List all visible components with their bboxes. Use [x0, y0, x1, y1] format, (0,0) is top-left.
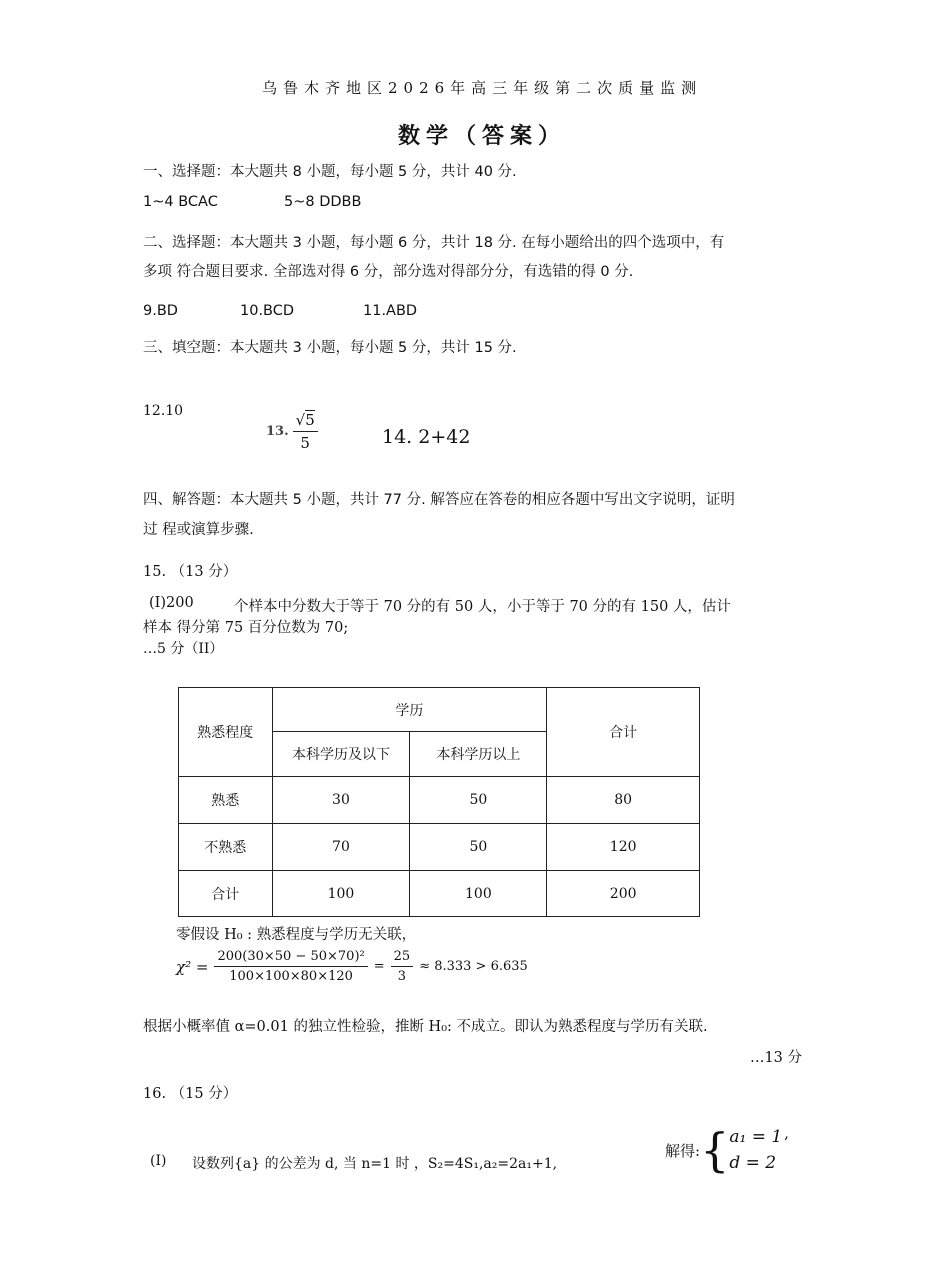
- system-brace: {: [700, 1123, 730, 1177]
- table-cell: 50: [410, 777, 547, 824]
- table-cell: 120: [547, 824, 700, 871]
- table-cell: 70: [272, 824, 410, 871]
- chi-square-label: χ² =: [176, 957, 209, 976]
- q15-conclusion: 根据小概率值 α=0.01 的独立性检验，推断 H₀: 不成立。即认为熟悉程度与学历有关联.: [143, 1019, 708, 1035]
- table-header-education: 学历: [272, 688, 547, 732]
- q16-comma: ,: [784, 1124, 789, 1142]
- q15-part1-text: 个样本中分数大于等于 70 分的有 50 人，小于等于 70 分的有 150 人，估计: [234, 599, 731, 615]
- exam-title: 乌鲁木齐地区2026年高三年级第二次质量监测: [262, 79, 703, 97]
- chi-square-denominator: 100×100×80×120: [229, 969, 353, 984]
- table-row: [179, 824, 700, 871]
- q16-title: 16. （15 分）: [143, 1086, 238, 1102]
- table-cell: 100: [410, 871, 547, 917]
- answer-13-denominator: 5: [300, 434, 310, 452]
- subject-title: 数学（答案）: [398, 124, 567, 149]
- table-row: [179, 871, 700, 917]
- table-row-label: 熟悉: [179, 777, 273, 824]
- table-header-total: 合计: [547, 688, 700, 777]
- null-hypothesis: 零假设 H₀ : 熟悉程度与学历无关联，: [176, 927, 417, 943]
- table-cell: 80: [547, 777, 700, 824]
- section2-heading-line1: 二、选择题：本大题共 3 小题，每小题 6 分，共计 18 分. 在每小题给出的四个选项中，有: [143, 235, 725, 251]
- q15-score-note: …5 分（II）: [143, 641, 224, 657]
- q16-part1-text: 设数列{a} 的公差为 d, 当 n=1 时 ，S₂=4S₁,a₂=2a₁+1,: [192, 1156, 558, 1172]
- answer-13-radicand: 5: [305, 411, 315, 429]
- answer-13-numerator: √5: [293, 411, 318, 432]
- section4-heading-line1: 四、解答题：本大题共 5 小题，共计 77 分. 解答应在答卷的相应各题中写出文字说明，证明: [143, 492, 735, 508]
- table-row-label: 不熟悉: [179, 824, 273, 871]
- section1-heading: 一、选择题：本大题共 8 小题，每小题 5 分，共计 40 分.: [143, 164, 517, 180]
- chi-simplified-numerator: 25: [391, 949, 414, 967]
- chi-square-numerator: 200(30×50 − 50×70)²: [214, 949, 367, 967]
- chi-square-simplified: [391, 949, 414, 984]
- answers-5-8: 5~8 DDBB: [284, 194, 362, 210]
- chi-square-equals: =: [373, 959, 385, 974]
- section2-heading-line2: 多项 符合题目要求. 全部选对得 6 分，部分选对得部分分，有选错的得 0 分.: [143, 264, 634, 280]
- answer-10: 10.BCD: [240, 303, 295, 319]
- q16-part1-label: (I): [150, 1153, 167, 1169]
- answer-14: 14. 2+42: [382, 426, 471, 448]
- equation-a1: a₁ = 1: [729, 1127, 783, 1147]
- answer-13-label: 13.: [266, 424, 289, 439]
- answer-13-fraction: [293, 411, 318, 452]
- q15-score-end: …13 分: [749, 1050, 802, 1066]
- answer-12: 12.10: [143, 403, 184, 419]
- q15-part1-line2: 样本 得分第 75 百分位数为 70;: [143, 620, 349, 636]
- table-header-familiarity: 熟悉程度: [179, 688, 273, 777]
- answer-9: 9.BD: [143, 303, 178, 319]
- q15-part1-label: (I)200: [149, 595, 194, 611]
- chi-square-result: ≈ 8.333 > 6.635: [419, 959, 528, 974]
- table-subheader-above: 本科学历以上: [410, 732, 547, 777]
- answer-13: [266, 411, 318, 452]
- chi-square-fraction: [214, 949, 367, 984]
- table-cell: 50: [410, 824, 547, 871]
- table-cell: 200: [547, 871, 700, 917]
- answer-11: 11.ABD: [363, 303, 418, 319]
- equation-system: [729, 1124, 782, 1176]
- answers-1-4: 1~4 BCAC: [143, 194, 218, 210]
- table-cell: 100: [272, 871, 410, 917]
- contingency-table: [178, 687, 700, 917]
- table-row: [179, 777, 700, 824]
- section3-heading: 三、填空题：本大题共 3 小题，每小题 5 分，共计 15 分.: [143, 340, 517, 356]
- chi-simplified-denominator: 3: [397, 969, 407, 984]
- table-row-label: 合计: [179, 871, 273, 917]
- q16-solve-label: 解得:: [665, 1141, 701, 1160]
- chi-square-formula: [176, 949, 528, 984]
- equation-d: d = 2: [729, 1153, 777, 1173]
- table-subheader-below: 本科学历及以下: [272, 732, 410, 777]
- section4-heading-line2: 过 程或演算步骤.: [143, 522, 254, 538]
- q15-title: 15. （13 分）: [143, 564, 238, 580]
- table-cell: 30: [272, 777, 410, 824]
- q16-solution: [665, 1124, 789, 1176]
